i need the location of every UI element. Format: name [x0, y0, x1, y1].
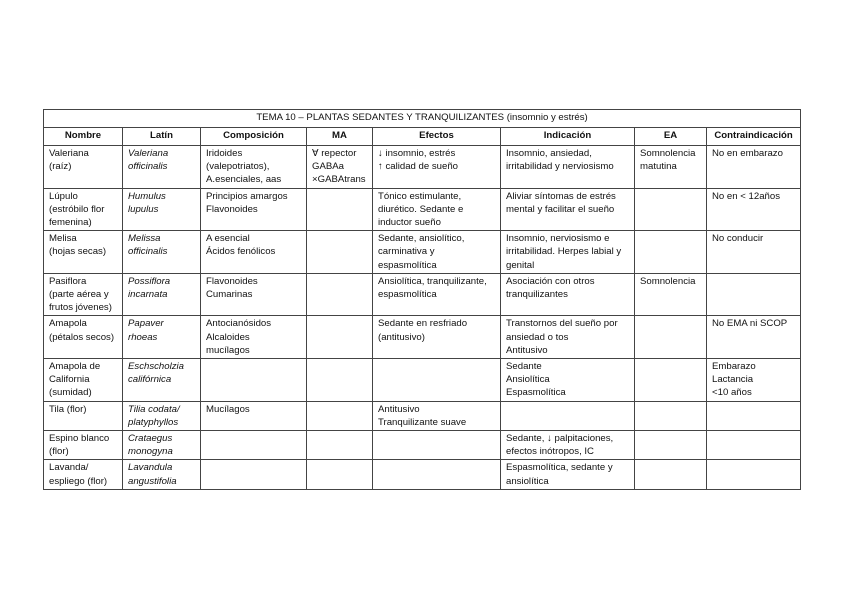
cell-line: angustifolia: [128, 475, 177, 487]
cell-latin: [123, 146, 201, 189]
plants-table: [43, 109, 801, 490]
cell-latin: [123, 316, 201, 359]
cell-latin: [123, 401, 201, 430]
cell-nombre: [44, 431, 123, 460]
cell-line: irritabilidad. Herpes labial y: [506, 246, 622, 258]
cell-latin: [123, 431, 201, 460]
cell-line: Eschscholzia: [128, 361, 184, 373]
cell-line: mucílagos: [206, 344, 250, 356]
cell-line: Tila (flor): [49, 403, 87, 415]
cell-indicacion: [501, 231, 635, 274]
cell-indicacion: [501, 146, 635, 189]
cell-contraindicacion: [707, 431, 801, 460]
cell-line: monogyna: [128, 446, 173, 458]
cell-line: Humulus: [128, 190, 166, 202]
cell-ma: [307, 188, 373, 231]
cell-ea: [635, 316, 707, 359]
cell-line: (flor): [49, 446, 69, 458]
cell-ma: [307, 359, 373, 402]
cell-line: Mucílagos: [206, 403, 250, 415]
cell-line: matutina: [640, 161, 677, 173]
cell-composicion: [201, 359, 307, 402]
cell-line: Melissa: [128, 233, 161, 245]
cell-line: Ansiolítica, tranquilizante,: [378, 275, 487, 287]
header-latin: Latín: [123, 128, 201, 146]
table-row: [44, 401, 801, 430]
cell-line: Tilia codata/: [128, 403, 180, 415]
cell-line: A esencial: [206, 233, 250, 245]
cell-line: Sedante, ↓ palpitaciones,: [506, 433, 614, 445]
cell-line: Alcaloides: [206, 331, 250, 343]
header-ma: MA: [307, 128, 373, 146]
cell-nombre: [44, 460, 123, 489]
header-row: [44, 128, 801, 146]
cell-line: Lavandula: [128, 462, 173, 474]
cell-composicion: [201, 431, 307, 460]
cell-line: No conducir: [712, 233, 764, 245]
cell-latin: [123, 231, 201, 274]
cell-line: Espasmolítica: [506, 387, 566, 399]
cell-nombre: [44, 231, 123, 274]
cell-line: incarnata: [128, 289, 168, 301]
cell-nombre: [44, 401, 123, 430]
cell-line: Papaver: [128, 318, 164, 330]
header-efectos: Efectos: [373, 128, 501, 146]
cell-line: califórnica: [128, 374, 172, 386]
cell-line: carminativa y: [378, 246, 435, 258]
cell-indicacion: [501, 431, 635, 460]
cell-ma: [307, 273, 373, 316]
cell-line: femenina): [49, 217, 92, 229]
cell-line: (raíz): [49, 161, 72, 173]
cell-line: Espino blanco: [49, 433, 110, 445]
cell-composicion: [201, 273, 307, 316]
cell-line: No en < 12años: [712, 190, 781, 202]
cell-line: officinalis: [128, 161, 168, 173]
cell-line: Melisa: [49, 233, 77, 245]
cell-line: Cumarinas: [206, 289, 253, 301]
cell-line: platyphyllos: [128, 416, 179, 428]
cell-ma: [307, 146, 373, 189]
cell-efectos: [373, 188, 501, 231]
cell-contraindicacion: [707, 188, 801, 231]
cell-contraindicacion: [707, 401, 801, 430]
table-body: [44, 146, 801, 490]
cell-line: Transtornos del sueño por: [506, 318, 618, 330]
cell-latin: [123, 273, 201, 316]
cell-line: espasmolítica: [378, 259, 437, 271]
cell-line: Ácidos fenólicos: [206, 246, 276, 258]
cell-indicacion: [501, 359, 635, 402]
cell-efectos: [373, 359, 501, 402]
cell-line: diurético. Sedante e: [378, 203, 464, 215]
cell-composicion: [201, 401, 307, 430]
table-row: [44, 460, 801, 489]
cell-line: Tranquilizante suave: [378, 416, 467, 428]
cell-line: Amapola: [49, 318, 87, 330]
cell-ma: [307, 316, 373, 359]
cell-line: Valeriana: [128, 148, 169, 159]
header-indicacion: Indicación: [501, 128, 635, 146]
cell-ma: [307, 231, 373, 274]
cell-ea: [635, 359, 707, 402]
cell-line: Antitusivo: [378, 403, 420, 415]
cell-line: inductor sueño: [378, 217, 441, 229]
cell-efectos: [373, 401, 501, 430]
table-row: [44, 273, 801, 316]
cell-line: espasmolítica: [378, 289, 437, 301]
cell-line: Asociación con otros: [506, 275, 595, 287]
cell-line: (parte aérea y: [49, 289, 109, 301]
cell-ea: [635, 188, 707, 231]
cell-line: Possiflora: [128, 275, 171, 287]
cell-line: Sedante en resfriado: [378, 318, 468, 330]
cell-contraindicacion: [707, 316, 801, 359]
header-nombre: Nombre: [44, 128, 123, 146]
cell-contraindicacion: [707, 231, 801, 274]
cell-nombre: [44, 273, 123, 316]
cell-contraindicacion: [707, 146, 801, 189]
cell-line: Embarazo: [712, 361, 756, 373]
cell-line: ansiolítica: [506, 475, 549, 487]
cell-ea: [635, 401, 707, 430]
cell-line: (sumidad): [49, 387, 92, 399]
header-ea: EA: [635, 128, 707, 146]
cell-line: ↑ calidad de sueño: [378, 161, 459, 173]
cell-line: (hojas secas): [49, 246, 107, 258]
cell-line: Somnolencia: [640, 148, 696, 159]
cell-line: No EMA ni SCOP: [712, 318, 788, 330]
cell-line: <10 años: [712, 387, 752, 399]
cell-latin: [123, 359, 201, 402]
cell-nombre: [44, 316, 123, 359]
cell-ma: [307, 460, 373, 489]
cell-contraindicacion: [707, 273, 801, 316]
cell-nombre: [44, 188, 123, 231]
cell-line: Pasiflora: [49, 275, 87, 287]
table-row: [44, 359, 801, 402]
cell-nombre: [44, 146, 123, 189]
cell-line: mental y facilitar el sueño: [506, 203, 615, 215]
cell-line: ×GABAtrans: [312, 174, 366, 186]
cell-indicacion: [501, 401, 635, 430]
cell-line: Espasmolítica, sedante y: [506, 462, 613, 474]
cell-line: Lavanda/: [49, 462, 89, 474]
cell-line: No en embarazo: [712, 148, 783, 159]
cell-contraindicacion: [707, 359, 801, 402]
cell-line: Flavonoides: [206, 275, 258, 287]
cell-ea: [635, 273, 707, 316]
cell-efectos: [373, 460, 501, 489]
cell-efectos: [373, 431, 501, 460]
cell-line: Insomnio, nerviosismo e: [506, 233, 610, 245]
cell-line: Lúpulo: [49, 190, 78, 202]
cell-indicacion: [501, 273, 635, 316]
cell-ma: [307, 431, 373, 460]
cell-line: Flavonoides: [206, 203, 258, 215]
cell-line: Antocianósidos: [206, 318, 272, 330]
table-row: [44, 431, 801, 460]
cell-line: Lactancia: [712, 374, 754, 386]
cell-composicion: [201, 146, 307, 189]
cell-line: California: [49, 374, 90, 386]
cell-ma: [307, 401, 373, 430]
cell-line: genital: [506, 259, 535, 271]
cell-line: ↓ insomnio, estrés: [378, 148, 456, 159]
cell-indicacion: [501, 316, 635, 359]
cell-line: ∀ repector: [312, 148, 357, 159]
cell-line: Aliviar síntomas de estrés: [506, 190, 616, 202]
table-row: [44, 316, 801, 359]
cell-ea: [635, 146, 707, 189]
cell-line: (antitusivo): [378, 331, 425, 343]
cell-indicacion: [501, 188, 635, 231]
cell-line: A.esenciales, aas: [206, 174, 282, 186]
cell-contraindicacion: [707, 460, 801, 489]
cell-line: GABAa: [312, 161, 344, 173]
cell-line: ansiedad o tos: [506, 331, 569, 343]
cell-line: (pétalos secos): [49, 331, 115, 343]
cell-line: Ansiolítica: [506, 374, 550, 386]
header-composicion: Composición: [201, 128, 307, 146]
cell-composicion: [201, 188, 307, 231]
cell-line: Principios amargos: [206, 190, 288, 202]
cell-nombre: [44, 359, 123, 402]
cell-ea: [635, 460, 707, 489]
cell-line: Valeriana: [49, 148, 89, 159]
table-row: [44, 231, 801, 274]
cell-line: officinalis: [128, 246, 168, 258]
cell-line: Sedante, ansiolítico,: [378, 233, 465, 245]
cell-composicion: [201, 231, 307, 274]
table-row: [44, 146, 801, 189]
cell-line: irritabilidad y nerviosismo: [506, 161, 614, 173]
cell-line: Somnolencia: [640, 275, 696, 287]
cell-line: Sedante: [506, 361, 542, 373]
cell-line: (estróbilo flor: [49, 203, 105, 215]
cell-efectos: [373, 146, 501, 189]
cell-line: lupulus: [128, 203, 159, 215]
cell-efectos: [373, 273, 501, 316]
cell-latin: [123, 460, 201, 489]
header-contraindicacion: Contraindicación: [707, 128, 801, 146]
cell-line: Insomnio, ansiedad,: [506, 148, 592, 159]
cell-ea: [635, 231, 707, 274]
cell-line: Antitusivo: [506, 344, 548, 356]
cell-line: Iridoides: [206, 148, 243, 159]
cell-composicion: [201, 316, 307, 359]
cell-line: espliego (flor): [49, 475, 108, 487]
cell-composicion: [201, 460, 307, 489]
cell-ea: [635, 431, 707, 460]
cell-line: rhoeas: [128, 331, 158, 343]
cell-indicacion: [501, 460, 635, 489]
cell-line: tranquilizantes: [506, 289, 568, 301]
cell-efectos: [373, 316, 501, 359]
cell-latin: [123, 188, 201, 231]
cell-line: frutos jóvenes): [49, 302, 112, 314]
cell-line: Amapola de: [49, 361, 101, 373]
table-row: [44, 188, 801, 231]
table-title: TEMA 10 – PLANTAS SEDANTES Y TRANQUILIZANTES (insomnio y estrés): [44, 110, 801, 128]
cell-line: efectos inótropos, IC: [506, 446, 594, 458]
cell-line: Crataegus: [128, 433, 173, 445]
cell-efectos: [373, 231, 501, 274]
cell-line: Tónico estimulante,: [378, 190, 462, 202]
cell-line: (valepotriatos),: [206, 161, 270, 173]
